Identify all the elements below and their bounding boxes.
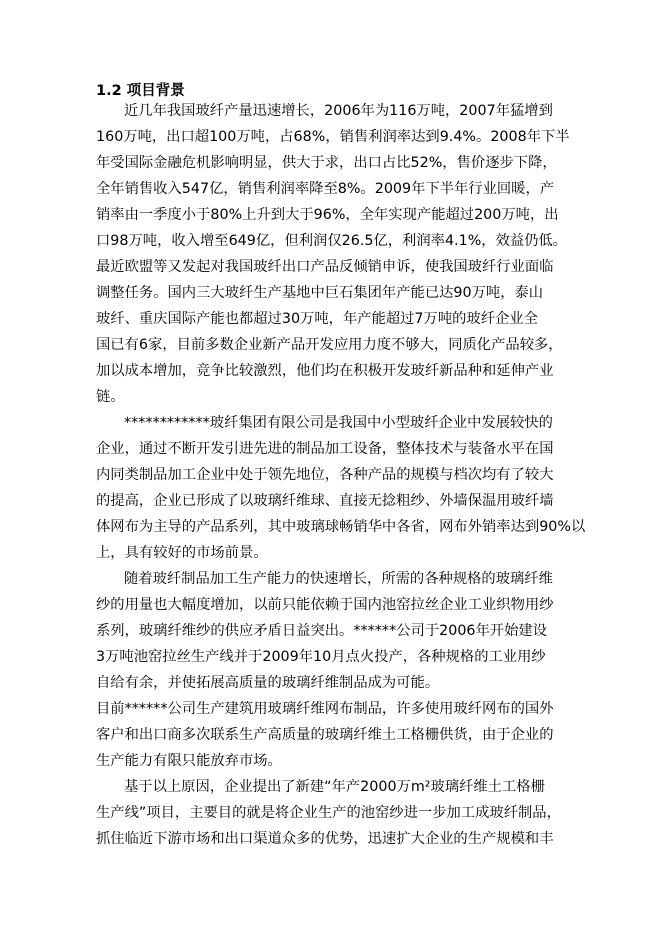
text-line: 加以成本增加，竞争比较激烈，他们均在积极开发玻纤新品种和延伸产业 [96, 363, 554, 379]
text-line: ************玻纤集团有限公司是我国中小型玻纤企业中发展较快的 [124, 415, 553, 431]
text-line: 160万吨，出口超100万吨，占68%，销售利润率达到9.4%。2008年下半 [96, 129, 570, 145]
text-line: 近几年我国玻纤产量迅速增长，2006年为116万吨，2007年猛增到 [124, 103, 553, 119]
text-line: 目前******公司生产建筑用玻璃纤维网布制品，许多使用玻纤网布的国外 [96, 701, 554, 717]
text-line: 的提高，企业已形成了以玻璃纤维球、直接无捻粗纱、外墙保温用玻纤墙 [96, 493, 554, 509]
text-line: 玻纤、重庆国际产能也都超过30万吨，年产能超过7万吨的玻纤企业全 [96, 311, 538, 327]
text-line: 客户和出口商多次联系生产高质量的玻璃纤维土工格栅供货，由于企业的 [96, 727, 554, 743]
text-line: 自给有余，并使拓展高质量的玻璃纤维制品成为可能。 [96, 675, 440, 691]
text-line: 系列，玻璃纤维纱的供应矛盾日益突出。******公司于2006年开始建设 [96, 623, 547, 639]
text-line: 口98万吨，收入增至649亿，但利润仅26.5亿，利润率4.1%，效益仍低。 [96, 233, 568, 249]
text-line: 纱的用量也大幅度增加，以前只能依赖于国内池窑拉丝企业工业织物用纱 [96, 597, 554, 613]
text-line: 生产线”项目，主要目的就是将企业生产的池窑纱进一步加工成玻纤制品， [96, 805, 561, 821]
text-line: 体网布为主导的产品系列，其中玻璃球畅销华中各省，网布外销率达到90%以 [96, 519, 586, 535]
text-line: 全年销售收入547亿，销售利润率降至8%。2009年下半年行业回暖，产 [96, 181, 555, 197]
text-line: 生产能力有限只能放弃市场。 [96, 753, 282, 769]
text-line: 抓住临近下游市场和出口渠道众多的优势，迅速扩大企业的生产规模和丰 [96, 831, 554, 847]
text-line: 内同类制品加工企业中处于领先地位，各种产品的规模与档次均有了较大 [96, 467, 554, 483]
section-heading: 1.2 项目背景 [96, 83, 185, 99]
text-line: 年受国际金融危机影响明显，供大于求，出口占比52%，售价逐步下降， [96, 155, 557, 171]
text-line: 最近欧盟等又发起对我国玻纤出口产品反倾销申诉，使我国玻纤行业面临 [96, 259, 554, 275]
text-line: 调整任务。国内三大玻纤生产基地中巨石集团年产能已达90万吨，泰山 [96, 285, 544, 301]
text-line: 链。 [96, 389, 125, 405]
text-line: 随着玻纤制品加工生产能力的快速增长，所需的各种规格的玻璃纤维 [124, 571, 553, 587]
text-line: 销率由一季度小于80%上升到大于96%，全年实现产能超过200万吨，出 [96, 207, 559, 223]
text-line: 企业，通过不断开发引进先进的制品加工设备，整体技术与装备水平在国 [96, 441, 554, 457]
text-line: 基于以上原因，企业提出了新建“年产2000万m²玻璃纤维土工格栅 [124, 779, 545, 795]
text-line: 3万吨池窑拉丝生产线并于2009年10月点火投产，各种规格的工业用纱 [96, 649, 546, 665]
text-line: 上，具有较好的市场前景。 [96, 545, 268, 561]
text-line: 国已有6家，目前多数企业新产品开发应用力度不够大，同质化产品较多， [96, 337, 563, 353]
